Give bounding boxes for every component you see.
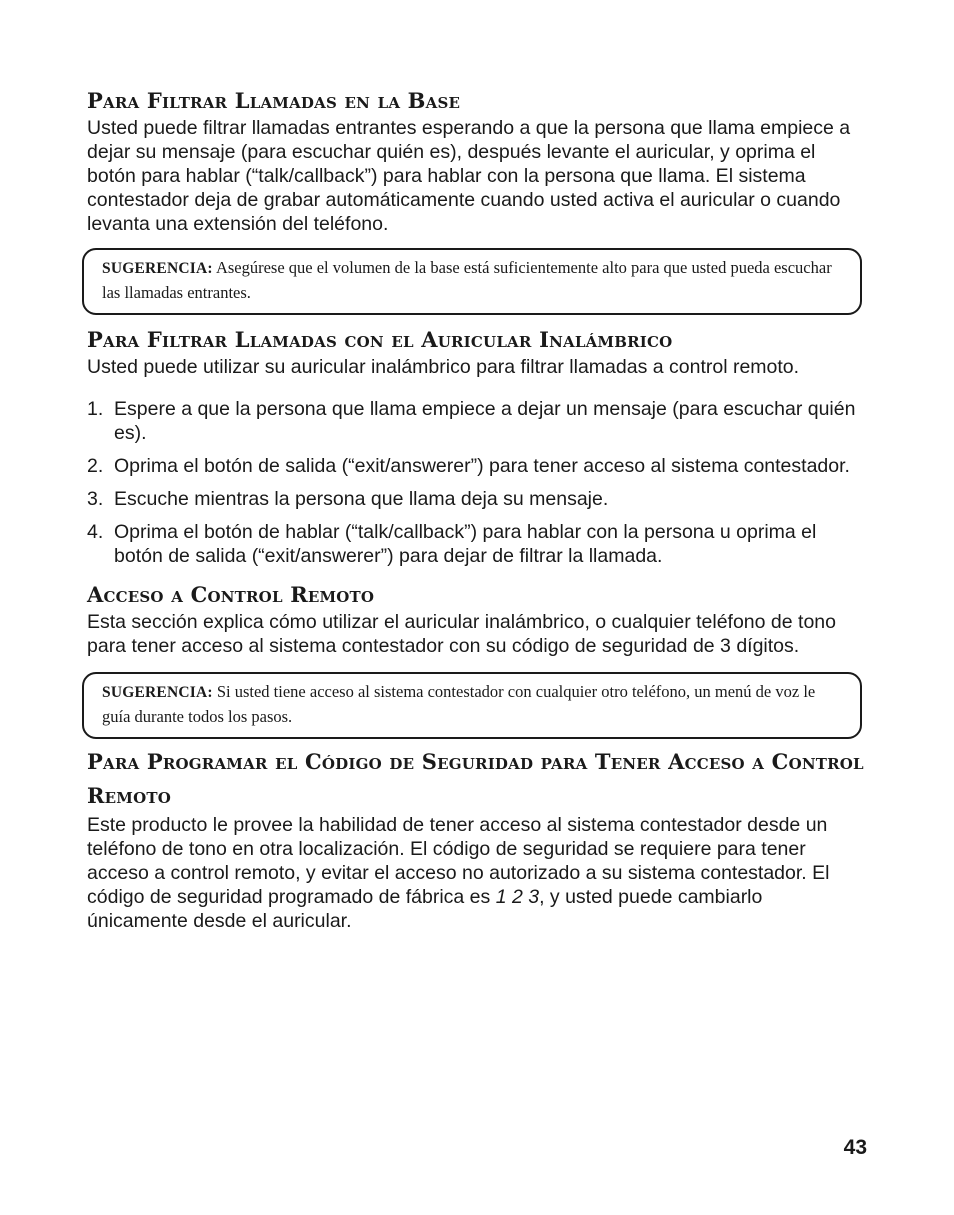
section-heading-remote-access: Acceso a Control Remoto xyxy=(87,582,375,607)
list-item: 4. Oprima el botón de hablar (“talk/callback”) para hablar con la persona u oprima el botón de salida (“exit/answerer”) para dejar de filtrar la llamada. xyxy=(87,521,817,567)
manual-page xyxy=(87,84,867,933)
list-item: 2. Oprima el botón de salida (“exit/answerer”) para tener acceso al sistema contestador. xyxy=(87,455,850,477)
section-body-filter-base: Usted puede filtrar llamadas entrantes esperando a que la persona que llama empiece a dejar su mensaje (para escuchar quién es), después levante el auricular, y oprima el botón para hablar (“talk/callback”) para hablar con la persona que llama. El sistema contestador deja de grabar automáticamente cuando usted activa el auricular o cuando levanta una extensión del teléfono. xyxy=(87,117,851,235)
section-heading-filter-handset: Para Filtrar Llamadas con el Auricular Inalámbrico xyxy=(87,327,673,352)
section-body-security-code: Este producto le provee la habilidad de tener acceso al sistema contestador desde un teléfono de tono en otra localización. El código de seguridad se requiere para tener acceso a control remoto, y evitar el acceso no autorizado a su sistema contestador. El código de seguridad programado de fábrica es 1 2 3, y usted puede cambiarlo únicamente desde el auricular. xyxy=(87,814,830,932)
tip-box-voice-menu xyxy=(82,672,862,739)
list-item: 3. Escuche mientras la persona que llama deja su mensaje. xyxy=(87,488,609,510)
page-number: 43 xyxy=(843,1136,867,1159)
security-code-default: 1 2 3 xyxy=(495,886,540,908)
section-heading-security-code: Para Programar el Código de Seguridad para Tener Acceso a Control Remoto xyxy=(87,749,864,808)
tip-text: Si usted tiene acceso al sistema contestador con cualquier otro teléfono, un menú de voz le guía durante todos los pasos. xyxy=(102,682,816,726)
list-item: 1. Espere a que la persona que llama empiece a dejar un mensaje (para escuchar quién es). xyxy=(87,398,856,444)
section-body-remote-access: Esta sección explica cómo utilizar el auricular inalámbrico, o cualquier teléfono de tono para tener acceso al sistema contestador con su código de seguridad de 3 dígitos. xyxy=(87,611,836,657)
tip-label: SUGERENCIA: xyxy=(102,260,213,277)
tip-text: Asegúrese que el volumen de la base está suficientemente alto para que usted pueda escuchar las llamadas entrantes. xyxy=(102,258,832,302)
tip-label: SUGERENCIA: xyxy=(102,684,213,701)
section-heading-filter-base: Para Filtrar Llamadas en la Base xyxy=(87,88,461,113)
steps-list xyxy=(87,397,867,568)
tip-box-volume xyxy=(82,248,862,315)
section-body-filter-handset: Usted puede utilizar su auricular inalámbrico para filtrar llamadas a control remoto. xyxy=(87,356,800,378)
